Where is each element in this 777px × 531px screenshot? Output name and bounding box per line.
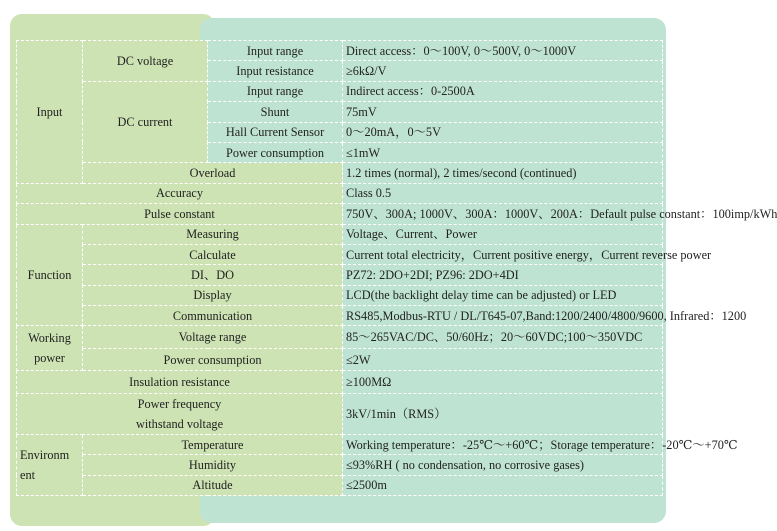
input-label: Input <box>17 41 83 184</box>
table-row <box>17 81 663 101</box>
voltage-range-value: 85～265VAC/DC、50/60Hz；20～60VDC;100～350VDC <box>343 326 663 349</box>
table-row <box>17 371 663 394</box>
temperature-value: Working temperature：-25℃～+60℃；Storage temperature：-20℃～+70℃ <box>343 434 663 454</box>
withstand-label-line1: Power frequency <box>137 396 222 411</box>
working-power-label-line2: power <box>34 351 65 366</box>
measuring-value: Voltage、Current、Power <box>343 224 663 244</box>
wp-power-consumption-value: ≤2W <box>343 348 663 371</box>
table-row <box>17 475 663 495</box>
table-row <box>17 163 663 183</box>
accuracy-value: Class 0.5 <box>343 183 663 203</box>
dc-current-label: DC current <box>83 81 208 163</box>
table-row <box>17 285 663 305</box>
display-value: LCD(the backlight delay time can be adjusted) or LED <box>343 285 663 305</box>
current-input-range-label: Input range <box>208 81 343 101</box>
table-row <box>17 455 663 475</box>
voltage-range-label: Voltage range <box>83 326 343 349</box>
working-power-label <box>17 326 83 371</box>
environment-label-line2: ent <box>20 468 36 483</box>
withstand-label-line2: withstand voltage <box>135 416 224 431</box>
current-input-range-value: Indirect access：0-2500A <box>343 81 663 101</box>
table-row <box>17 224 663 244</box>
table-row <box>17 183 663 203</box>
table-row <box>17 306 663 326</box>
insulation-label: Insulation resistance <box>17 371 343 394</box>
input-range-label: Input range <box>208 41 343 61</box>
input-range-value: Direct access：0～100V, 0～500V, 0～1000V <box>343 41 663 61</box>
table-row <box>17 41 663 61</box>
shunt-label: Shunt <box>208 102 343 122</box>
wp-power-consumption-label: Power consumption <box>83 348 343 371</box>
overload-value: 1.2 times (normal), 2 times/second (continued) <box>343 163 663 183</box>
table-row <box>17 204 663 224</box>
withstand-label <box>17 393 343 434</box>
pulse-constant-value: 750V、300A; 1000V、300A：1000V、200A：Default pulse constant：100imp/kWh <box>343 204 663 224</box>
table-row <box>17 434 663 454</box>
humidity-value: ≤93%RH ( no condensation, no corrosive gases) <box>343 455 663 475</box>
temperature-label: Temperature <box>83 434 343 454</box>
hall-sensor-label: Hall Current Sensor <box>208 122 343 142</box>
communication-value: RS485,Modbus-RTU / DL/T645-07,Band:1200/2400/4800/9600, Infrared：1200 <box>343 306 663 326</box>
display-label: Display <box>83 285 343 305</box>
withstand-value: 3kV/1min（RMS） <box>343 393 663 434</box>
di-do-label: DI、DO <box>83 265 343 285</box>
environment-label <box>17 434 83 495</box>
altitude-label: Altitude <box>83 475 343 495</box>
power-consumption-value: ≤1mW <box>343 142 663 162</box>
working-power-label-line1: Working <box>28 331 71 346</box>
table-row <box>17 326 663 349</box>
altitude-value: ≤2500m <box>343 475 663 495</box>
calculate-value: Current total electricity，Current positive energy，Current reverse power <box>343 244 663 264</box>
humidity-label: Humidity <box>83 455 343 475</box>
table-row <box>17 265 663 285</box>
table-row <box>17 348 663 371</box>
insulation-value: ≥100MΩ <box>343 371 663 394</box>
environment-label-line1: Environm <box>20 448 70 463</box>
shunt-value: 75mV <box>343 102 663 122</box>
power-consumption-label: Power consumption <box>208 142 343 162</box>
communication-label: Communication <box>83 306 343 326</box>
table-row <box>17 244 663 264</box>
di-do-value: PZ72: 2DO+2DI; PZ96: 2DO+4DI <box>343 265 663 285</box>
table-row <box>17 393 663 434</box>
measuring-label: Measuring <box>83 224 343 244</box>
calculate-label: Calculate <box>83 244 343 264</box>
accuracy-label: Accuracy <box>17 183 343 203</box>
function-label: Function <box>17 224 83 326</box>
input-resistance-value: ≥6kΩ/V <box>343 61 663 81</box>
input-resistance-label: Input resistance <box>208 61 343 81</box>
hall-sensor-value: 0～20mA，0～5V <box>343 122 663 142</box>
dc-voltage-label: DC voltage <box>83 41 208 82</box>
pulse-constant-label: Pulse constant <box>17 204 343 224</box>
overload-label: Overload <box>83 163 343 183</box>
spec-table <box>16 40 777 496</box>
